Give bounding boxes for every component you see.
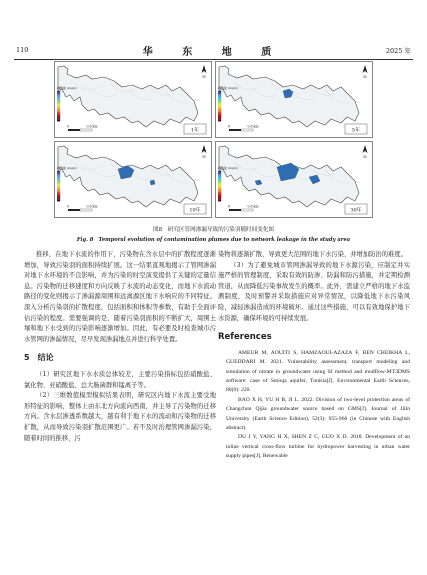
scale-label: 0.6 km [247, 204, 259, 209]
legend-swatch [218, 105, 221, 107]
panel-time-label: 1年 [190, 127, 200, 134]
legend-swatch [218, 189, 221, 191]
legend-swatch [57, 197, 60, 199]
legend-swatch [218, 174, 221, 176]
conclusion-3: （3）为了避免城市管网渗漏导致的地下水源污染，应制定并实施严格的管理制度，采取有效的防渗、防漏和防污措施，并定期检测管道，从而降低污染事故发生的概率。此外，需建立严格的地下水监测制度，及时预警并采取措施应对异常情况，以降低地下水污染风险，减轻渗漏造成的环境破坏。通过这些措施，可以有效地保护地下水资源，确保环境的可持续发展。 [218, 261, 410, 322]
legend-title: 磷酸盐 (mg/L) [57, 86, 78, 90]
legend-title: 磷酸盐 (mg/L) [218, 86, 239, 90]
legend-swatch [218, 173, 221, 175]
legend-swatch [57, 182, 60, 184]
north-label: N [363, 74, 367, 79]
scale-bar-dark [229, 129, 241, 131]
legend-swatch [57, 118, 60, 120]
legend-swatch [218, 177, 221, 179]
legend-swatch [57, 110, 60, 112]
north-label: N [202, 74, 206, 79]
north-label: N [202, 154, 206, 159]
legend-swatch [218, 200, 221, 202]
legend-swatch [57, 105, 60, 107]
legend-title: 磷酸盐 (mg/L) [57, 166, 78, 170]
scale-label: 0.6 km [86, 124, 98, 129]
legend-swatch [57, 187, 60, 189]
legend-swatch [57, 104, 60, 106]
legend-value: 0 [222, 171, 224, 174]
map-svg [54, 141, 212, 218]
legend-swatch [57, 94, 60, 96]
legend-swatch [57, 177, 60, 179]
legend-swatch [57, 200, 60, 202]
page-number: 110 [16, 46, 29, 54]
panel-time-label: 10年 [189, 207, 201, 214]
legend-swatch [218, 197, 221, 199]
legend-swatch [57, 112, 60, 114]
legend-swatch [57, 96, 60, 98]
legend-swatch [218, 93, 221, 95]
map-svg [215, 141, 373, 218]
legend-swatch [218, 185, 221, 187]
legend-swatch [57, 192, 60, 194]
legend-swatch [57, 117, 60, 119]
right-column [218, 250, 410, 462]
legend-swatch [218, 107, 221, 109]
legend-swatch [218, 96, 221, 98]
legend-swatch [218, 181, 221, 183]
scale-bar-light [241, 209, 253, 211]
legend-swatch [218, 171, 221, 173]
legend-swatch [57, 185, 60, 187]
legend-swatch [57, 109, 60, 111]
body-paragraph: 推移，在地下水流的作用下，污染物在含水层中的扩散程度逐渐增加，导致污染羽的面积持续扩展。这一结果直观地揭示了管网渗漏对地下水环境的不良影响，并为污染的时空演变提供了关键的定量信息。污染物的迁移速度和方向反映了水流的动态变化，而地下水流动路径的变化则揭示了渗漏源周围和远离源区地下水响应的不同特征。深入分析污染羽的扩散程度，包括面积和体积等参数，有助于全面评估污染的程度。需要强调的是，随着污染羽面积的不断扩大，周围土壤和地下水受到的污染影响逐渐增加。因此，有必要及时检查城市污水管网的渗漏情况，尽早发现渗漏地点并进行科学处置。 [24, 251, 216, 343]
legend-swatch [57, 99, 60, 101]
scale-bar-light [80, 209, 92, 211]
scale-zero: 0 [66, 124, 70, 129]
header-rule [14, 59, 413, 60]
legend-swatch [57, 181, 60, 183]
legend-swatch [57, 195, 60, 197]
reference-item: BAO X H, YU H B, JI L. 2022. Division of two-level protection areas of Changchun Qijia groundwater source based on GMS[J]. Journal of Jilin University (Earth Science Edition), 52(3): 955-966 (in Chinese with English abstract). [226, 396, 410, 431]
legend-swatch [57, 115, 60, 117]
legend-swatch [57, 171, 60, 173]
journal-title: 华 东 地 质 [142, 47, 285, 58]
map-panel-2 [215, 61, 373, 138]
conclusion-1: （1）研究区地下水水质总体较差，主要污染指标包括硝酸盐、氯化物、亚硝酸盐、总大肠菌群和锰离子等。 [24, 370, 216, 389]
figure-caption-en: Fig. 8 Temporal evolution of contamination plumes due to network leakage in the study area [76, 237, 351, 243]
legend-swatch [218, 193, 221, 195]
conclusion-2: （2）三维数值模型模拟结果表明，研究区内地下水流主要受地形特征的影响，整体上由东北方向流向西南，并主导了污染物的迁移方向。含水层渗透系数越大，越有利于地下水的流动和污染物的迁移扩散，从而导致污染羽扩散范围更广。若不及时治理管网渗漏污染，随着时间的推移，污 [24, 392, 216, 442]
map-svg [215, 61, 373, 138]
scale-bar-light [241, 129, 253, 131]
figure-8 [54, 61, 373, 219]
reference-item: DU J Y, YANG H X, SHEN Z C, GUO X D. 2018. Development of an inline vertical cross-flow turbine for hydropower harvesting in urban water supply pipes[J]. Renewable [226, 434, 410, 460]
legend-value: 0 [61, 91, 63, 94]
map-panel-4 [215, 141, 373, 218]
references-title: References [218, 332, 272, 343]
map-svg [54, 61, 212, 138]
map-panel-1 [54, 61, 212, 138]
legend-swatch [218, 184, 221, 186]
legend-swatch [218, 192, 221, 194]
scale-zero: 0 [227, 204, 231, 209]
legend-swatch [218, 101, 221, 103]
scale-bar-dark [229, 209, 241, 211]
figure-caption-zh: 图8 研究区管网渗漏导致的污染羽随时间变化图 [152, 227, 275, 233]
legend-swatch [57, 173, 60, 175]
north-label: N [363, 154, 367, 159]
legend-swatch [218, 118, 221, 120]
legend-swatch [57, 198, 60, 200]
map-panel-3 [54, 141, 212, 218]
scale-zero: 0 [227, 124, 231, 129]
legend-swatch [57, 107, 60, 109]
legend-swatch [57, 189, 60, 191]
legend-swatch [218, 97, 221, 99]
legend-title: 磷酸盐 (mg/L) [218, 166, 239, 170]
legend-swatch [218, 179, 221, 181]
panel-time-label: 5年 [351, 127, 361, 134]
legend-swatch [57, 190, 60, 192]
legend-swatch [218, 109, 221, 111]
legend-swatch [218, 117, 221, 119]
legend-swatch [57, 101, 60, 103]
legend-swatch [218, 102, 221, 104]
legend-swatch [218, 99, 221, 101]
legend-swatch [57, 91, 60, 93]
scale-bar-dark [68, 129, 80, 131]
legend-value: 0 [222, 91, 224, 94]
legend-swatch [57, 179, 60, 181]
scale-label: 0.6 km [247, 124, 259, 129]
legend-swatch [218, 182, 221, 184]
scale-bar-light [80, 129, 92, 131]
scale-bar-dark [68, 209, 80, 211]
panel-time-label: 30年 [350, 207, 362, 214]
legend-swatch [57, 174, 60, 176]
legend-swatch [218, 112, 221, 114]
contamination-plume [150, 180, 155, 185]
body-paragraph-continued: 染物将逐渐扩散，导致更大范围的地下水污染，并增加防治的难度。 [218, 251, 407, 258]
legend-swatch [57, 193, 60, 195]
legend-swatch [218, 110, 221, 112]
legend-swatch [218, 115, 221, 117]
legend-swatch [218, 94, 221, 96]
legend-value: 0 [61, 171, 63, 174]
legend-swatch [57, 176, 60, 178]
legend-swatch [57, 120, 60, 122]
legend-swatch [57, 184, 60, 186]
legend-swatch [218, 195, 221, 197]
reference-item: AMEUR M, AOUITI S, HAMZAOUI-AZAZA F, BEN CHEIKHA L, GUEDDARI M. 2021. Vulnerability assessment, transport modeling and simulation of nitrate in groundwater using SI method and modflow-MT3DMS software: case of Sminja aquifer, Tunisia[J]. Environmental Earth Sciences, 80(6): 220. [226, 349, 410, 394]
legend-swatch [57, 93, 60, 95]
section-title: 5 结论 [24, 353, 54, 363]
legend-swatch [218, 113, 221, 115]
legend-swatch [218, 104, 221, 106]
scale-zero: 0 [66, 204, 70, 209]
legend-swatch [218, 187, 221, 189]
legend-swatch [218, 91, 221, 93]
legend-swatch [218, 176, 221, 178]
journal-year: 2025 年 [385, 47, 411, 55]
legend-swatch [57, 102, 60, 104]
legend-swatch [218, 190, 221, 192]
legend-swatch [218, 198, 221, 200]
legend-swatch [218, 120, 221, 122]
scale-label: 0.6 km [86, 204, 98, 209]
legend-swatch [57, 113, 60, 115]
legend-swatch [57, 97, 60, 99]
page-header [14, 46, 413, 60]
left-column [24, 250, 216, 444]
